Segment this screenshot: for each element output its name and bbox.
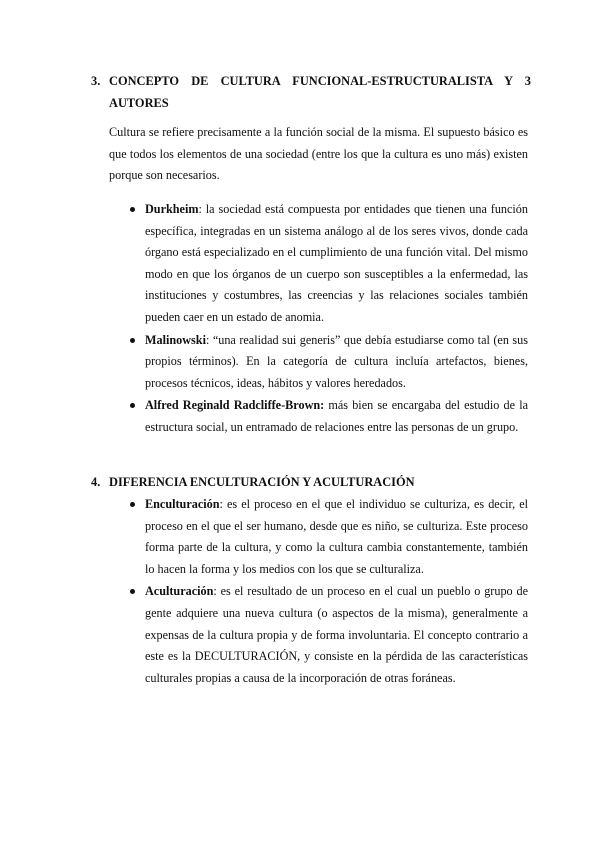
term-radcliffe-brown: Alfred Reginald Radcliffe-Brown:: [145, 398, 325, 413]
text-enculturacion: : es el proceso en el que el individuo se culturiza, es decir, el proceso en el que el ser humano, desde que es niño, se culturiza. Este proceso forma parte de la cultura, y como la cultura cambia constantemente, también lo hacen la forma y los medios con los que se culturaliza.: [145, 497, 528, 576]
term-enculturacion: Enculturación: [145, 497, 220, 511]
list-item-malinowski: [109, 330, 528, 395]
section-3-intro: Cultura se refiere precisamente a la función social de la misma. El supuesto básico es que todos los elementos de una sociedad (entre los que la cultura es uno más) existen porque son necesarios.: [109, 125, 528, 182]
section-3-list: [109, 199, 528, 440]
bullet-icon: [130, 502, 135, 507]
term-durkheim: Durkheim: [145, 202, 199, 216]
text-durkheim: : la sociedad está compuesta por entidades que tienen una función específica, integradas en un sistema análogo al de los seres vivos, donde cada órgano está especializado en el cumplimiento de una función vital. Del mismo modo en que los órganos de un cuerpo son susceptibles a la enfermedad, las instituciones y costumbres, las creencias y las relaciones sociales también pueden caer en un estado de anomia.: [145, 202, 528, 324]
list-item-aculturacion: [109, 581, 528, 689]
section-3-title-line-2: AUTORES: [109, 96, 169, 110]
text-malinowski: : “una realidad sui generis” que debía estudiarse como tal (en sus propios términos). En la categoría de cultura incluía artefactos, bienes, procesos técnicos, ideas, hábitos y valores heredados.: [145, 332, 528, 390]
term-malinowski: Malinowski: [145, 332, 206, 347]
term-aculturacion: Aculturación: [145, 584, 214, 599]
section-4-number: 4.: [91, 475, 101, 489]
list-item-durkheim: [109, 199, 528, 329]
text-radcliffe-brown: más bien se encargaba del estudio de la estructura social, un entramado de relaciones entre las personas de un grupo.: [145, 398, 529, 434]
text-aculturacion: : es el resultado de un proceso en el cual un pueblo o grupo de gente adquiere una nueva cultura (o aspectos de la misma), generalmente a expensas de la cultura propia y de forma involuntaria. El concepto contrario a este es la DECULTURACIÓN, y consiste en la pérdida de las características culturales propias a causa de la incorporación de otras foráneas.: [145, 584, 528, 685]
section-4-title: DIFERENCIA ENCULTURACIÓN Y ACULTURACIÓN: [109, 475, 415, 489]
bullet-icon: [130, 589, 135, 594]
list-item-enculturacion: [109, 494, 528, 580]
section-3-number: 3.: [91, 74, 101, 88]
section-3-title-line-1: CONCEPTO DE CULTURA FUNCIONAL-ESTRUCTURALISTA Y 3: [109, 74, 531, 88]
bullet-icon: [130, 207, 135, 212]
list-item-radcliffe-brown: [109, 395, 528, 438]
bullet-icon: [130, 403, 135, 408]
bullet-icon: [130, 338, 135, 343]
section-4-list: [109, 494, 528, 690]
